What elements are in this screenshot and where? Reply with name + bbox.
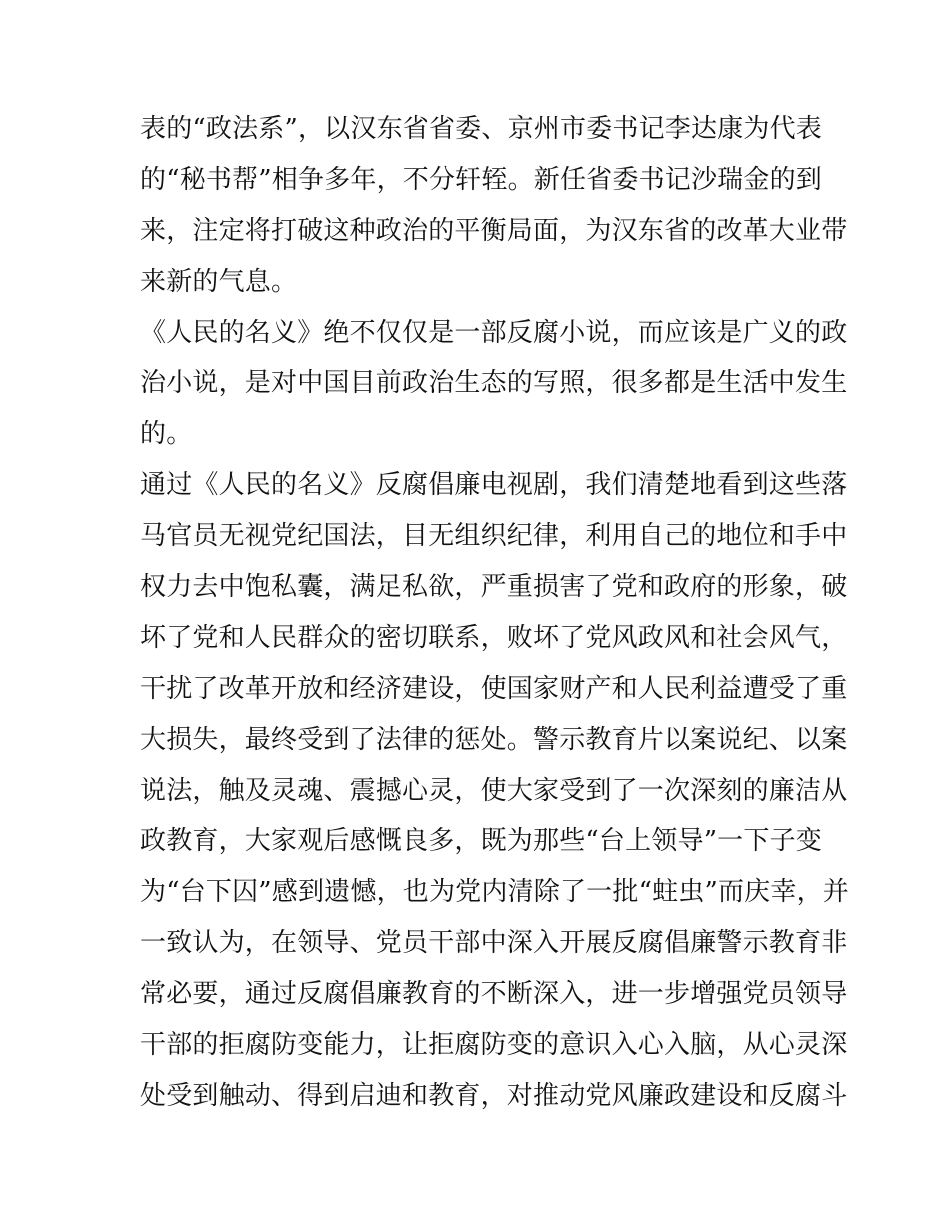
text-line: 来，注定将打破这种政治的平衡局面，为汉东省的改革大业带 bbox=[140, 215, 848, 246]
text-line: 《人民的名义》绝不仅仅是一部反腐小说，而应该是广义的政 bbox=[140, 317, 848, 348]
text-line: 一致认为，在领导、党员干部中深入开展反腐倡廉警示教育非 bbox=[140, 928, 848, 959]
text-line: 治小说，是对中国目前政治生态的写照，很多都是生活中发生 bbox=[140, 368, 848, 399]
body-text bbox=[140, 104, 849, 1122]
text-line: 坏了党和人民群众的密切联系，败坏了党风政风和社会风气， bbox=[140, 622, 848, 653]
text-line: 政教育，大家观后感慨良多，既为那些“台上领导”一下子变 bbox=[140, 826, 822, 857]
text-line: 权力去中饱私囊，满足私欲，严重损害了党和政府的形象，破 bbox=[140, 572, 848, 603]
text-line: 常必要，通过反腐倡廉教育的不断深入，进一步增强党员领导 bbox=[140, 979, 848, 1010]
text-line: 的“秘书帮”相争多年，不分轩轾。新任省委书记沙瑞金的到 bbox=[140, 164, 822, 195]
text-line: 处受到触动、得到启迪和教育，对推动党风廉政建设和反腐斗 bbox=[140, 1080, 848, 1111]
text-line: 干部的拒腐防变能力，让拒腐防变的意识入心入脑，从心灵深 bbox=[140, 1030, 848, 1061]
text-line: 来新的气息。 bbox=[140, 266, 298, 297]
text-line: 马官员无视党纪国法，目无组织纪律，利用自己的地位和手中 bbox=[140, 521, 848, 552]
text-line: 的。 bbox=[140, 419, 193, 450]
text-line: 表的“政法系”，以汉东省省委、京州市委书记李达康为代表 bbox=[140, 114, 822, 144]
text-line: 干扰了改革开放和经济建设，使国家财产和人民利益遭受了重 bbox=[140, 673, 848, 704]
text-line: 通过《人民的名义》反腐倡廉电视剧，我们清楚地看到这些落 bbox=[140, 470, 848, 501]
text-line: 说法，触及灵魂、震撼心灵，使大家受到了一次深刻的廉洁从 bbox=[140, 775, 848, 806]
text-line: 为“台下囚”感到遗憾，也为党内清除了一批“蛀虫”而庆幸，并 bbox=[140, 877, 849, 908]
text-line: 大损失，最终受到了法律的惩处。警示教育片以案说纪、以案 bbox=[140, 724, 848, 755]
